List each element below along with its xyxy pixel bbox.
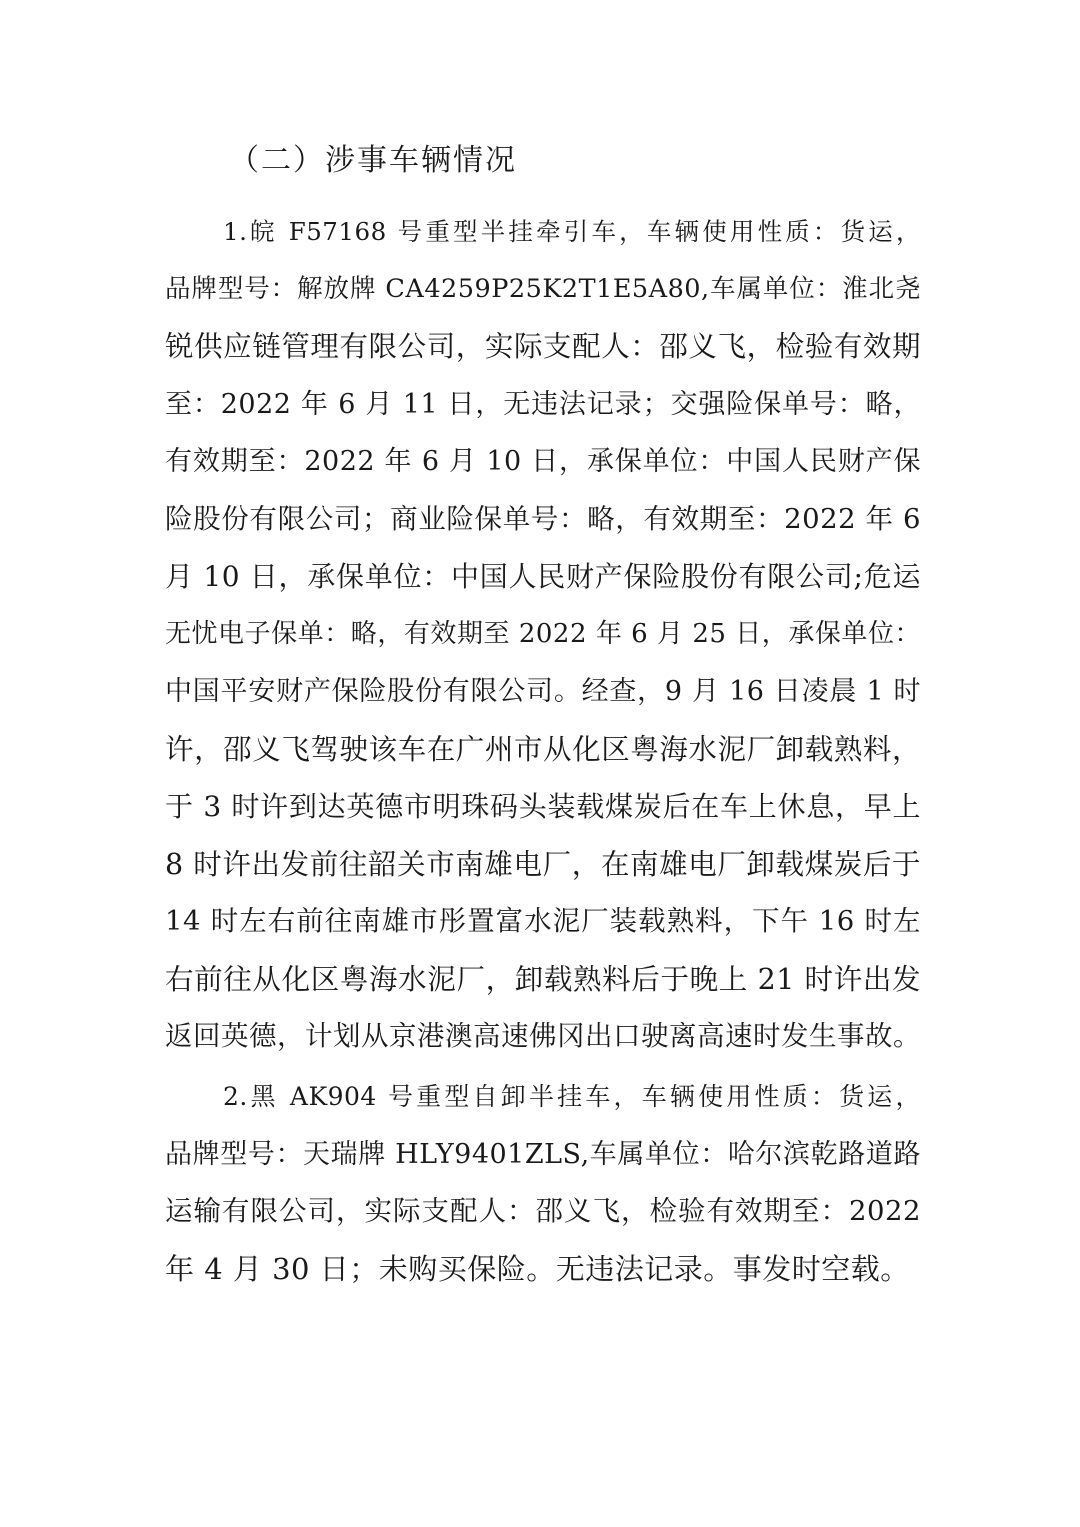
paragraph-line: 有效期至：2022 年 6 月 10 日，承保单位：中国人民财产保 (165, 446, 921, 477)
paragraph-line: 至：2022 年 6 月 11 日，无违法记录；交强险保单号：略， (165, 388, 921, 420)
paragraph-line: 锐供应链管理有限公司，实际支配人：邵义飞，检验有效期 (165, 330, 921, 363)
paragraph-line: 险股份有限公司；商业险保单号：略，有效期至：2022 年 6 (165, 502, 921, 535)
paragraph-line: 于 3 时许到达英德市明珠码头装载煤炭后在车上休息，早上 (165, 790, 921, 823)
paragraph-line: 14 时左右前往南雄市彤置富水泥厂装载熟料，下午 16 时左 (165, 905, 921, 937)
paragraph-line: 品牌型号：解放牌 CA4259P25K2T1E5A80,车属单位：淮北尧 (165, 273, 921, 304)
paragraph-vehicle-2 (165, 1068, 921, 1298)
paragraph-line: 返回英德，计划从京港澳高速佛冈出口驶离高速时发生事故。 (165, 1020, 921, 1052)
paragraph-line: 1.皖 F57168 号重型半挂牵引车，车辆使用性质：货运， (223, 217, 921, 246)
paragraph-line: 无忧电子保单：略，有效期至 2022 年 6 月 25 日，承保单位： (165, 618, 921, 649)
paragraph-line: 中国平安财产保险股份有限公司。经查，9 月 16 日凌晨 1 时 (165, 676, 921, 707)
paragraph-line: 许，邵义飞驾驶该车在广州市从化区粤海水泥厂卸载熟料， (165, 732, 921, 766)
paragraph-line: 2.黑 AK904 号重型自卸半挂车，车辆使用性质：货运， (223, 1082, 921, 1111)
paragraph-line: 月 10 日，承保单位：中国人民财产保险股份有限公司;危运 (165, 560, 921, 593)
paragraph-line: 年 4 月 30 日；未购买保险。无违法记录。事发时空载。 (165, 1251, 910, 1286)
paragraph-line: 运输有限公司，实际支配人：邵义飞，检验有效期至：2022 (165, 1195, 921, 1227)
paragraph-line: 8 时许出发前往韶关市南雄电厂，在南雄电厂卸载煤炭后于 (165, 847, 921, 881)
section-heading: （二）涉事车辆情况 (229, 143, 517, 178)
paragraph-vehicle-1 (165, 203, 921, 1066)
paragraph-line: 右前往从化区粤海水泥厂，卸载熟料后于晚上 21 时许出发 (165, 962, 921, 996)
paragraph-line: 品牌型号：天瑞牌 HLY9401ZLS,车属单位：哈尔滨乾路道路 (165, 1138, 921, 1170)
